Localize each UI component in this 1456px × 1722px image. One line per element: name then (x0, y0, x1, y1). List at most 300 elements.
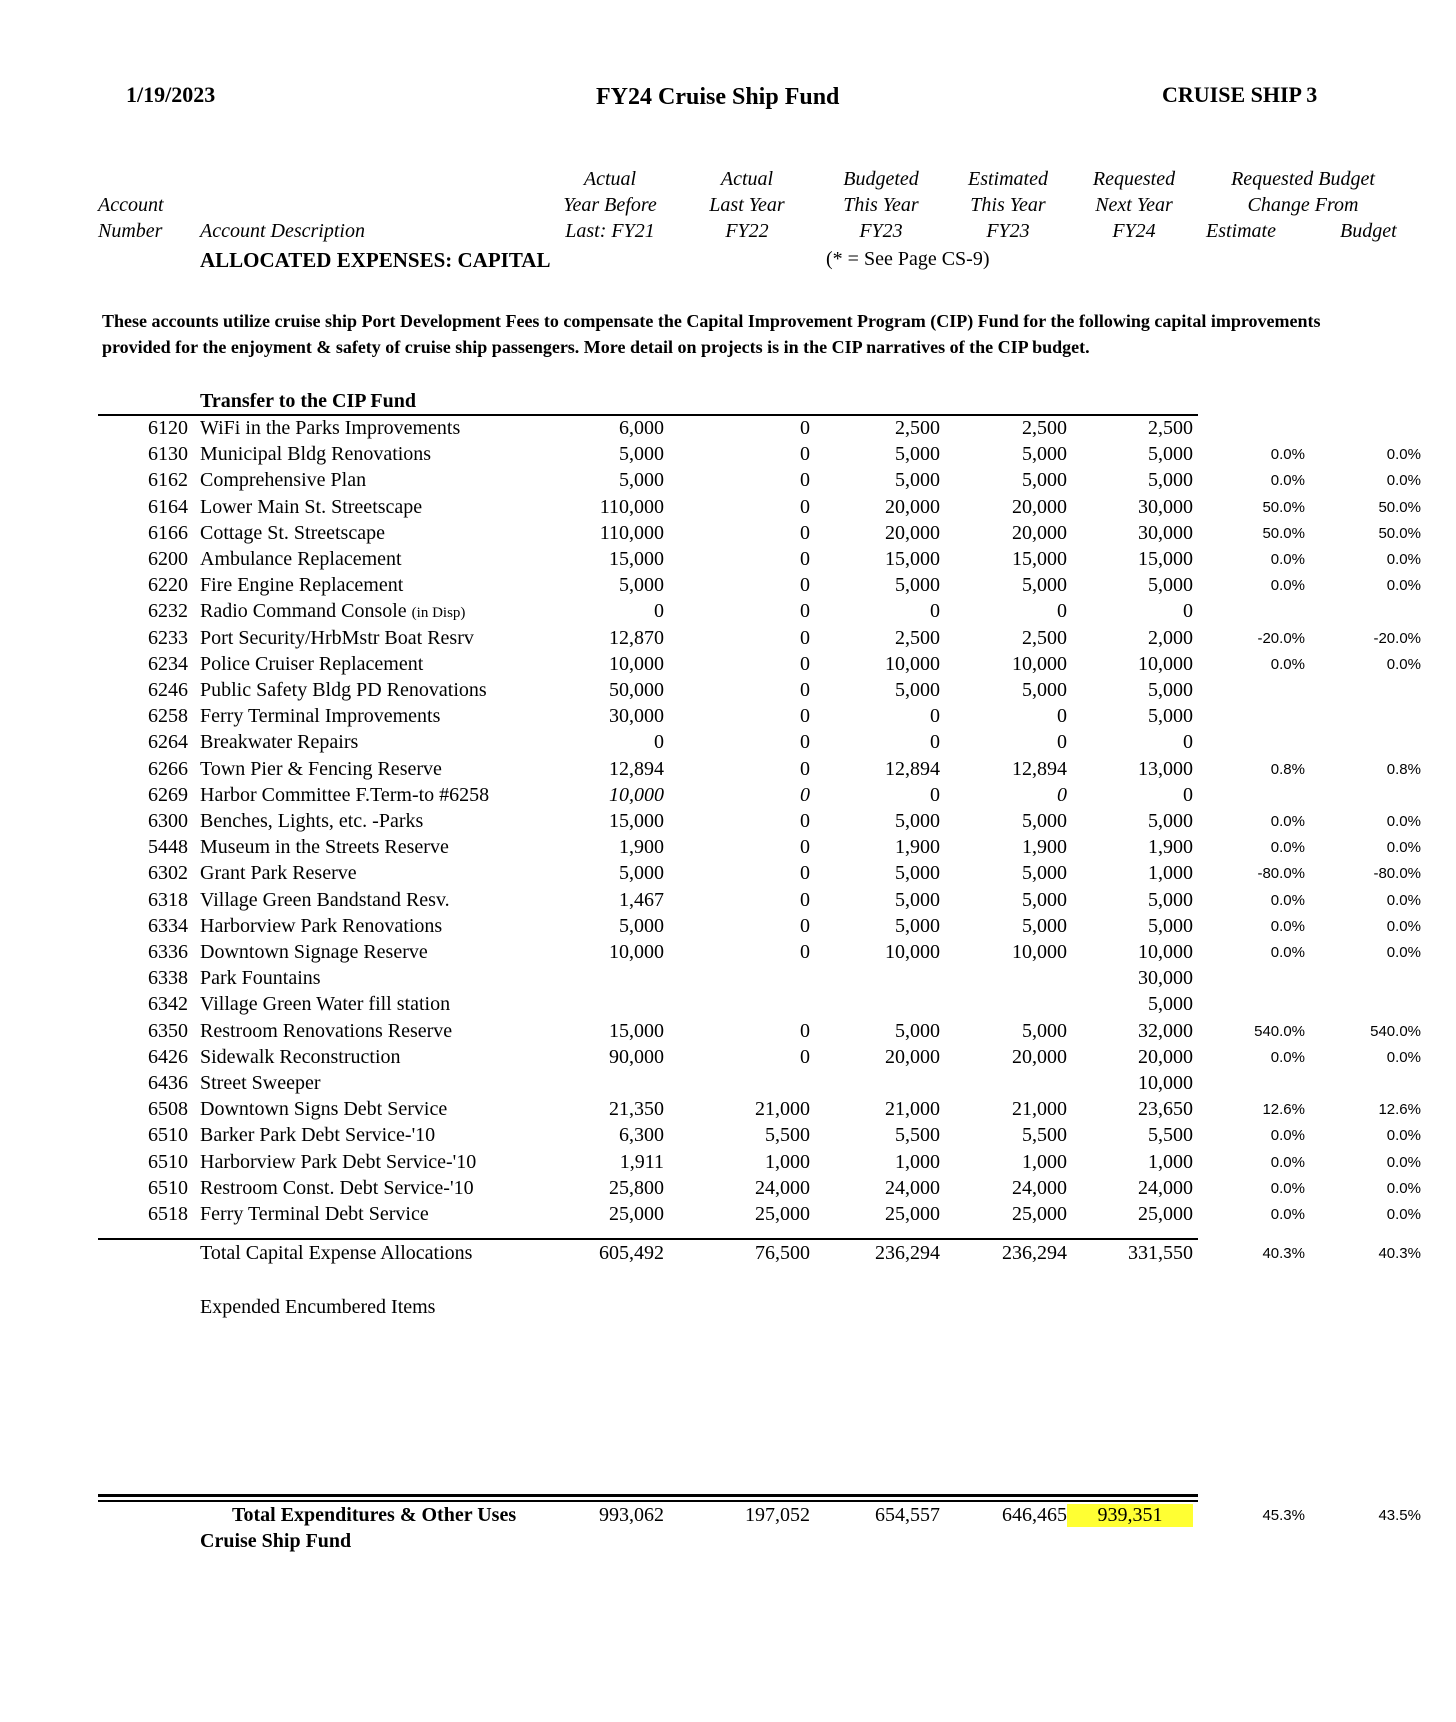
cell-request-fy24: 5,000 (1148, 914, 1193, 937)
account-description (200, 522, 385, 545)
grand-total-label-fund: Cruise Ship Fund (200, 1530, 352, 1552)
cell-estimate-fy23: 15,000 (1012, 548, 1067, 570)
cell-estimate-fy23: 0 (1057, 783, 1067, 806)
cell-pct-change-estimate: 12.6% (1262, 1101, 1305, 1119)
cell-fy22: 0 (800, 652, 810, 675)
account-description-text: Sidewalk Reconstruction (200, 1045, 401, 1068)
grand-total-pct-budget: 43.5% (1378, 1507, 1421, 1524)
account-number: 6334 (148, 914, 188, 937)
cell-estimate-fy23: 5,500 (1022, 1124, 1067, 1147)
table-row (0, 1177, 1456, 1204)
table-row (0, 758, 1456, 785)
col-header-account: Account Number (98, 194, 164, 242)
cell-fy21: 110,000 (599, 521, 664, 544)
account-description (200, 469, 366, 492)
table-row (0, 653, 1456, 680)
account-number: 6264 (148, 731, 188, 754)
account-number: 6510 (148, 1176, 188, 1199)
cell-pct-change-estimate: 0.0% (1270, 1206, 1305, 1223)
account-description (200, 810, 423, 833)
cell-fy21: 1,900 (619, 836, 664, 859)
cell-pct-change-budget: 12.6% (1378, 1101, 1421, 1119)
cell-request-fy24: 0 (1183, 783, 1193, 806)
subhead-transfer-cip: Transfer to the CIP Fund (200, 390, 416, 412)
cell-fy22: 5,500 (765, 1124, 810, 1147)
cell-fy21: 25,800 (609, 1176, 664, 1199)
cell-estimate-fy23: 0 (1057, 600, 1067, 623)
table-row (0, 469, 1456, 496)
cell-pct-change-estimate: 0.0% (1270, 891, 1305, 909)
cell-budget-fy23: 5,500 (895, 1124, 940, 1147)
cell-fy22: 0 (800, 836, 810, 859)
col-header-budgeted: Budgeted This Year FY23 (843, 168, 919, 242)
cell-pct-change-estimate: 50.0% (1262, 498, 1305, 516)
table-row (0, 1098, 1456, 1125)
cell-pct-change-budget: 0.0% (1386, 813, 1421, 830)
cell-request-fy24: 2,000 (1148, 626, 1193, 649)
account-description-text: Village Green Bandstand Resv. (200, 888, 450, 911)
cell-fy21: 0 (654, 600, 664, 623)
cell-fy22: 0 (800, 417, 810, 439)
cell-fy21: 15,000 (609, 810, 664, 832)
cell-fy22: 0 (800, 548, 810, 570)
cell-estimate-fy23: 2,500 (1022, 417, 1067, 439)
account-description (200, 1124, 435, 1147)
cell-fy22: 0 (800, 495, 810, 518)
account-description (200, 862, 357, 885)
cell-request-fy24: 24,000 (1138, 1176, 1193, 1199)
account-number: 6234 (148, 652, 188, 675)
cell-pct-change-budget: 0.0% (1386, 917, 1421, 935)
account-description (200, 1098, 447, 1121)
account-description-text: Ferry Terminal Debt Service (200, 1203, 429, 1225)
col-header-estimated: Estimated This Year FY23 (968, 168, 1048, 242)
report-date: 1/19/2023 (126, 82, 216, 107)
cell-request-fy24: 5,000 (1148, 679, 1193, 701)
cell-budget-fy23: 5,000 (895, 810, 940, 832)
cell-pct-change-estimate: 0.0% (1270, 577, 1305, 595)
cell-fy22: 21,000 (755, 1098, 810, 1121)
cell-budget-fy23: 10,000 (885, 941, 940, 963)
account-description-text: Restroom Const. Debt Service-'10 (200, 1176, 474, 1199)
col-header-actual-prior: Actual Year Before Last: FY21 (563, 168, 657, 242)
cell-estimate-fy23: 5,000 (1022, 679, 1067, 701)
cell-budget-fy23: 24,000 (885, 1176, 940, 1199)
cell-pct-change-budget: 0.0% (1386, 1206, 1421, 1223)
table-row (0, 574, 1456, 601)
cell-pct-change-budget: 0.0% (1386, 577, 1421, 595)
cell-fy22: 0 (800, 1045, 810, 1068)
cell-request-fy24: 5,500 (1148, 1124, 1193, 1147)
account-description (200, 705, 440, 728)
account-number: 6336 (148, 941, 188, 963)
cell-budget-fy23: 0 (930, 783, 940, 806)
cell-request-fy24: 30,000 (1138, 495, 1193, 518)
account-description (200, 1046, 401, 1069)
cell-request-fy24: 5,000 (1148, 993, 1193, 1016)
cell-fy22: 0 (800, 862, 810, 885)
cell-estimate-fy23: 20,000 (1012, 495, 1067, 518)
cell-fy22: 25,000 (755, 1203, 810, 1225)
account-description (200, 941, 428, 964)
account-description (200, 1020, 452, 1043)
cell-fy21: 25,000 (609, 1203, 664, 1225)
grand-total-budget-fy23: 654,557 (875, 1504, 940, 1526)
cell-fy22: 0 (800, 469, 810, 492)
cell-pct-change-estimate: 0.0% (1270, 551, 1305, 568)
account-description (200, 758, 442, 781)
total-capital-fy21: 605,492 (599, 1242, 664, 1264)
cell-request-fy24: 20,000 (1138, 1045, 1193, 1068)
account-description (200, 1072, 321, 1095)
cell-pct-change-estimate: 0.0% (1270, 1048, 1305, 1066)
cell-pct-change-budget: 540.0% (1370, 1022, 1421, 1040)
account-number: 6233 (148, 626, 188, 649)
cell-fy21: 6,300 (619, 1124, 664, 1147)
account-description (200, 1151, 476, 1174)
cell-budget-fy23: 0 (930, 705, 940, 728)
account-description-text: Town Pier & Fencing Reserve (200, 757, 442, 780)
cell-pct-change-estimate: 0.0% (1270, 917, 1305, 935)
table-row (0, 496, 1456, 523)
cell-budget-fy23: 20,000 (885, 1045, 940, 1068)
cell-estimate-fy23: 0 (1057, 731, 1067, 754)
table-row (0, 1046, 1456, 1073)
cell-fy21: 5,000 (619, 574, 664, 597)
cell-request-fy24: 1,000 (1148, 1150, 1193, 1173)
account-number: 6510 (148, 1124, 188, 1147)
cell-budget-fy23: 2,500 (895, 417, 940, 439)
total-capital-budget-fy23: 236,294 (875, 1242, 940, 1264)
cell-pct-change-budget: 0.0% (1386, 472, 1421, 490)
cell-estimate-fy23: 5,000 (1022, 443, 1067, 466)
cell-fy21: 6,000 (619, 417, 664, 439)
cell-fy21: 10,000 (609, 941, 664, 963)
account-description-text: Restroom Renovations Reserve (200, 1019, 453, 1042)
cell-request-fy24: 13,000 (1138, 757, 1193, 780)
cell-fy21: 12,870 (609, 626, 664, 649)
section-title: ALLOCATED EXPENSES: CAPITAL (200, 248, 551, 272)
account-number: 5448 (148, 836, 188, 859)
account-description-text: Ferry Terminal Improvements (200, 705, 441, 728)
cell-estimate-fy23: 20,000 (1012, 1045, 1067, 1068)
account-description (200, 496, 422, 519)
account-description (200, 627, 474, 650)
account-description-text: Cottage St. Streetscape (200, 521, 385, 544)
account-description (200, 417, 460, 440)
table-row (0, 941, 1456, 968)
col-header-actual-last: Actual Last Year FY22 (709, 168, 785, 242)
cell-fy21: 90,000 (609, 1045, 664, 1068)
cell-pct-change-budget: 50.0% (1378, 498, 1421, 516)
account-description (200, 1203, 429, 1226)
account-number: 6258 (148, 705, 188, 728)
account-number: 6220 (148, 574, 188, 597)
cell-budget-fy23: 5,000 (895, 888, 940, 911)
account-description-text: Municipal Bldg Renovations (200, 443, 432, 466)
cell-budget-fy23: 5,000 (895, 679, 940, 701)
account-description (200, 1177, 474, 1200)
total-capital-estimate-fy23: 236,294 (1002, 1242, 1067, 1264)
account-number: 6510 (148, 1150, 188, 1173)
table-row (0, 967, 1456, 994)
table-row (0, 784, 1456, 811)
cell-pct-change-estimate: 540.0% (1254, 1022, 1305, 1040)
cell-request-fy24: 30,000 (1138, 521, 1193, 544)
account-number: 6342 (148, 993, 188, 1016)
cell-estimate-fy23: 5,000 (1022, 1019, 1067, 1042)
account-number: 6200 (148, 548, 188, 570)
cell-request-fy24: 5,000 (1148, 469, 1193, 492)
cell-fy21: 10,000 (609, 652, 664, 675)
cell-fy22: 0 (800, 783, 810, 806)
cell-pct-change-budget: 0.8% (1386, 760, 1421, 778)
cell-fy22: 0 (800, 888, 810, 911)
cell-request-fy24: 2,500 (1148, 417, 1193, 439)
cell-pct-change-budget: 0.0% (1386, 1179, 1421, 1197)
cell-request-fy24: 5,000 (1148, 705, 1193, 728)
table-row (0, 915, 1456, 942)
account-number: 6426 (148, 1045, 188, 1068)
cell-budget-fy23: 0 (930, 731, 940, 754)
cell-request-fy24: 0 (1183, 600, 1193, 623)
col-header-change-estimate: Estimate (1206, 220, 1276, 242)
cell-fy21: 1,911 (619, 1150, 664, 1173)
cell-fy21: 5,000 (619, 862, 664, 885)
cell-fy21: 0 (654, 731, 664, 754)
cell-pct-change-budget: 0.0% (1386, 1127, 1421, 1145)
account-number: 6338 (148, 967, 188, 990)
cell-request-fy24: 5,000 (1148, 810, 1193, 832)
table-row (0, 862, 1456, 889)
cell-pct-change-budget: 0.0% (1386, 1153, 1421, 1171)
cell-budget-fy23: 25,000 (885, 1203, 940, 1225)
table-row (0, 836, 1456, 863)
cell-fy21: 10,000 (609, 783, 664, 806)
account-description (200, 915, 442, 938)
cell-request-fy24: 1,900 (1148, 836, 1193, 859)
grand-total-estimate-fy23: 646,465 (1002, 1504, 1067, 1526)
cell-estimate-fy23: 5,000 (1022, 914, 1067, 937)
account-description-text: WiFi in the Parks Improvements (200, 417, 461, 439)
cell-pct-change-budget: 50.0% (1378, 524, 1421, 542)
cell-fy22: 0 (800, 941, 810, 963)
account-number: 6130 (148, 443, 188, 466)
account-description-text: Radio Command Console (200, 600, 407, 623)
cell-fy22: 24,000 (755, 1176, 810, 1199)
total-rule (98, 1238, 1198, 1240)
cell-request-fy24: 5,000 (1148, 888, 1193, 911)
cell-request-fy24: 32,000 (1138, 1019, 1193, 1042)
cell-estimate-fy23: 1,000 (1022, 1150, 1067, 1173)
table-row (0, 1151, 1456, 1178)
cell-pct-change-budget: 0.0% (1386, 655, 1421, 673)
account-number: 6436 (148, 1072, 188, 1094)
account-description-text: Barker Park Debt Service-'10 (200, 1124, 436, 1147)
cell-pct-change-budget: 0.0% (1386, 944, 1421, 961)
cell-estimate-fy23: 5,000 (1022, 469, 1067, 492)
cell-budget-fy23: 2,500 (895, 626, 940, 649)
grand-total-rule-2 (98, 1500, 1198, 1502)
cell-pct-change-estimate: -20.0% (1257, 629, 1305, 647)
cell-fy21: 15,000 (609, 548, 664, 570)
account-description-text: Harborview Park Debt Service-'10 (200, 1150, 477, 1173)
table-row (0, 548, 1456, 575)
grand-total-request-fy24: 939,351 (1067, 1504, 1193, 1527)
table-row (0, 810, 1456, 837)
cell-fy21: 30,000 (609, 705, 664, 728)
cell-budget-fy23: 5,000 (895, 574, 940, 597)
account-description-text: Port Security/HrbMstr Boat Resrv (200, 626, 474, 649)
cell-estimate-fy23: 12,894 (1012, 757, 1067, 780)
cell-pct-change-budget: 0.0% (1386, 891, 1421, 909)
cell-request-fy24: 10,000 (1138, 941, 1193, 963)
cell-pct-change-estimate: -80.0% (1257, 865, 1305, 883)
cell-estimate-fy23: 5,000 (1022, 862, 1067, 885)
cell-request-fy24: 25,000 (1138, 1203, 1193, 1225)
cell-request-fy24: 0 (1183, 731, 1193, 754)
total-capital-pct-estimate: 40.3% (1262, 1245, 1305, 1262)
cell-pct-change-estimate: 0.0% (1270, 1127, 1305, 1145)
cell-budget-fy23: 5,000 (895, 1019, 940, 1042)
cell-budget-fy23: 0 (930, 600, 940, 623)
table-row (0, 889, 1456, 916)
account-description (200, 548, 402, 571)
cell-budget-fy23: 5,000 (895, 443, 940, 466)
cell-pct-change-budget: 0.0% (1386, 551, 1421, 568)
cell-request-fy24: 15,000 (1138, 548, 1193, 570)
cell-request-fy24: 5,000 (1148, 574, 1193, 597)
cell-pct-change-estimate: 0.0% (1270, 655, 1305, 673)
account-description (200, 731, 358, 754)
cell-fy21: 15,000 (609, 1019, 664, 1042)
cell-estimate-fy23: 21,000 (1012, 1098, 1067, 1121)
cell-estimate-fy23: 1,900 (1022, 836, 1067, 859)
cell-budget-fy23: 5,000 (895, 914, 940, 937)
account-number: 6269 (148, 783, 188, 806)
cell-fy21: 12,894 (609, 757, 664, 780)
cell-fy22: 0 (800, 705, 810, 728)
cell-estimate-fy23: 0 (1057, 705, 1067, 728)
account-number: 6166 (148, 521, 188, 544)
account-description-text: Harborview Park Renovations (200, 914, 443, 937)
account-number: 6300 (148, 810, 188, 832)
account-number: 6302 (148, 862, 188, 885)
cell-pct-change-estimate: 0.0% (1270, 944, 1305, 961)
cell-estimate-fy23: 5,000 (1022, 574, 1067, 597)
cell-budget-fy23: 15,000 (885, 548, 940, 570)
table-row (0, 443, 1456, 470)
cell-budget-fy23: 20,000 (885, 495, 940, 518)
cell-estimate-fy23: 10,000 (1012, 941, 1067, 963)
table-row (0, 731, 1456, 758)
table-row (0, 522, 1456, 549)
account-description-text: Downtown Signage Reserve (200, 941, 428, 963)
table-row (0, 679, 1456, 706)
cell-pct-change-estimate: 0.0% (1270, 446, 1305, 464)
col-header-requested: Requested Next Year FY24 (1092, 168, 1176, 242)
cell-fy22: 0 (800, 731, 810, 754)
account-number: 6518 (148, 1203, 188, 1225)
col-header-description: Account Description (200, 220, 365, 242)
cell-fy21: 5,000 (619, 914, 664, 937)
account-number: 6266 (148, 757, 188, 780)
account-description (200, 993, 450, 1016)
cell-fy21: 21,350 (609, 1098, 664, 1121)
account-number: 6162 (148, 469, 188, 492)
account-description-text: Police Cruiser Replacement (200, 652, 424, 675)
cell-budget-fy23: 21,000 (885, 1098, 940, 1121)
account-number: 6120 (148, 417, 188, 439)
cell-pct-change-estimate: 0.0% (1270, 813, 1305, 830)
table-top-rule (98, 414, 1198, 416)
table-row (0, 1020, 1456, 1047)
account-number: 6318 (148, 888, 188, 911)
cell-estimate-fy23: 2,500 (1022, 626, 1067, 649)
account-description-text: Public Safety Bldg PD Renovations (200, 679, 487, 701)
cell-fy21: 5,000 (619, 469, 664, 492)
cell-request-fy24: 23,650 (1138, 1098, 1193, 1121)
account-description-text: Grant Park Reserve (200, 862, 357, 885)
cell-estimate-fy23: 24,000 (1012, 1176, 1067, 1199)
cell-request-fy24: 10,000 (1138, 1072, 1193, 1094)
account-description (200, 836, 449, 859)
col-header-change: Requested Budget Change From (1231, 168, 1375, 216)
cell-pct-change-estimate: 50.0% (1262, 524, 1305, 542)
cell-budget-fy23: 5,000 (895, 862, 940, 885)
cell-budget-fy23: 1,900 (895, 836, 940, 859)
cell-fy22: 0 (800, 600, 810, 623)
account-description-text: Ambulance Replacement (200, 548, 402, 570)
cell-fy22: 0 (800, 574, 810, 597)
cell-budget-fy23: 1,000 (895, 1150, 940, 1173)
account-description (200, 653, 423, 676)
cell-fy22: 0 (800, 757, 810, 780)
account-description-text: Street Sweeper (200, 1072, 321, 1094)
cell-fy22: 0 (800, 810, 810, 832)
see-page-note: (* = See Page CS-9) (826, 248, 990, 270)
account-description-text: Comprehensive Plan (200, 469, 367, 492)
grand-total-fy22: 197,052 (745, 1504, 810, 1526)
grand-total-rule-1 (98, 1494, 1198, 1497)
account-description-text: Village Green Water fill station (200, 993, 451, 1016)
cell-pct-change-estimate: 0.0% (1270, 1179, 1305, 1197)
cell-fy22: 1,000 (765, 1150, 810, 1173)
table-row (0, 993, 1456, 1020)
table-row (0, 705, 1456, 732)
cell-pct-change-budget: -20.0% (1373, 629, 1421, 647)
account-description (200, 679, 487, 702)
cell-pct-change-budget: 0.0% (1386, 446, 1421, 464)
cell-fy22: 0 (800, 626, 810, 649)
cell-fy22: 0 (800, 914, 810, 937)
account-number: 6508 (148, 1098, 188, 1121)
cell-fy21: 1,467 (619, 888, 664, 911)
cell-estimate-fy23: 20,000 (1012, 521, 1067, 544)
account-description-text: Benches, Lights, etc. -Parks (200, 810, 424, 832)
cell-fy22: 0 (800, 521, 810, 544)
account-description-text: Museum in the Streets Reserve (200, 836, 449, 859)
table-row (0, 1203, 1456, 1230)
cell-budget-fy23: 5,000 (895, 469, 940, 492)
account-number: 6246 (148, 679, 188, 701)
page-label: CRUISE SHIP 3 (1162, 82, 1318, 107)
account-description-note: (in Disp) (411, 605, 466, 622)
account-description (200, 443, 431, 466)
cell-fy22: 0 (800, 1019, 810, 1042)
cell-estimate-fy23: 5,000 (1022, 810, 1067, 832)
table-row (0, 600, 1456, 627)
